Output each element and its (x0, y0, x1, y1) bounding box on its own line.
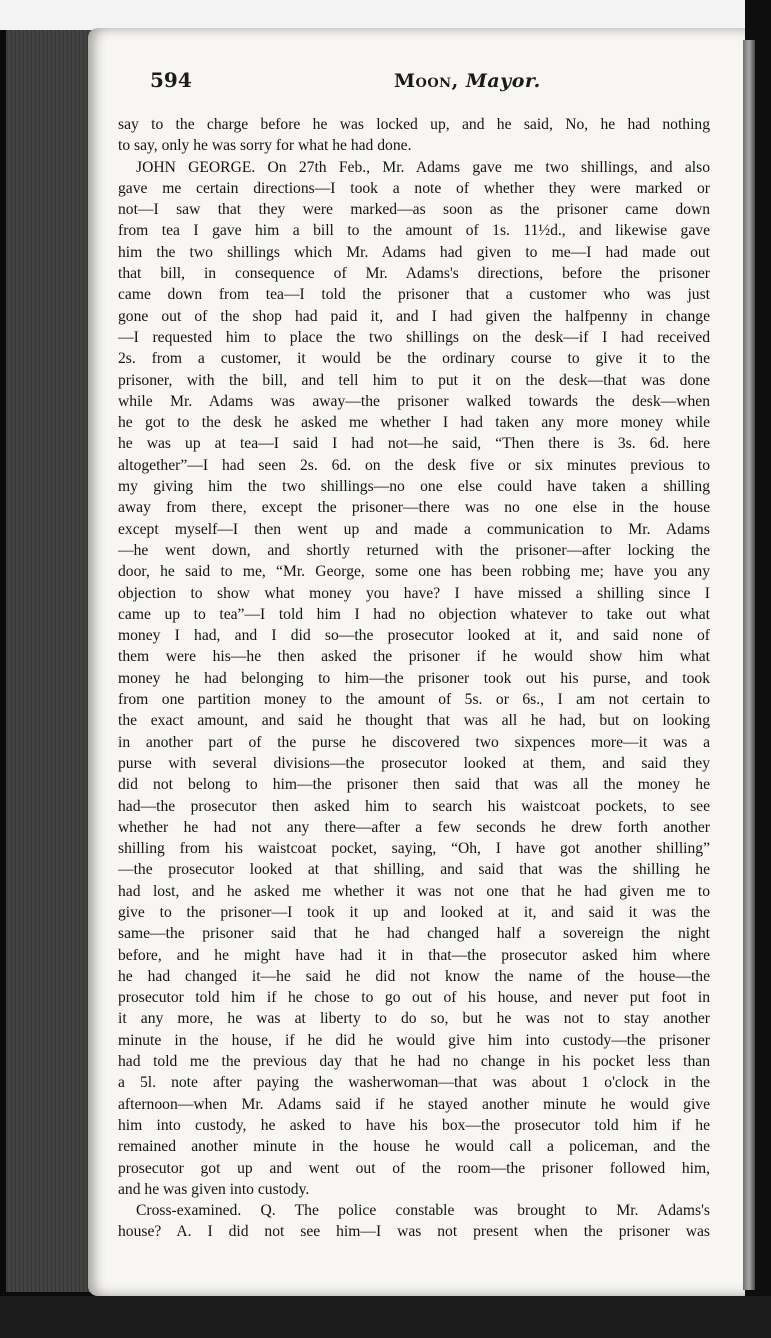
text-line: money I had, and I did so—the prosecutor looked at it, and said none of (118, 627, 710, 645)
text-line: remained another minute in the house he would call a policeman, and the (118, 1138, 710, 1156)
text-line: in another part of the purse he discovered two sixpences more—it was a (118, 733, 710, 751)
text-line: —the prosecutor looked at that shilling, and said that was the shilling he (118, 861, 710, 879)
text-line: door, he said to me, “Mr. George, some one has been robbing me; have you any (118, 563, 710, 581)
text-line: Cross-examined. Q. The police constable was brought to Mr. Adams's (136, 1202, 710, 1220)
text-line: 2s. from a customer, it would be the ordinary course to give it to the (118, 350, 710, 368)
text-line: he had changed it—he said he did not know the name of the house—the (118, 967, 710, 985)
text-line: to say, only he was sorry for what he had done. (118, 137, 412, 155)
running-head (394, 70, 541, 92)
text-line: and he was given into custody. (118, 1180, 310, 1198)
text-line: house? A. I did not see him—I was not present when the prisoner was (118, 1223, 710, 1241)
page-header (150, 68, 710, 98)
text-line: a 5l. note after paying the washerwoman—that was about 1 o'clock in the (118, 1074, 710, 1092)
text-line: them were his—he then asked the prisoner if he would show him what (118, 648, 710, 666)
scan-top-margin (0, 0, 771, 30)
text-line: the exact amount, and said he thought that was all he had, but on looking (118, 712, 710, 730)
text-line: altogether”—I had seen 2s. 6d. on the desk five or six minutes previous to (118, 456, 710, 474)
page-number: 594 (150, 68, 192, 92)
text-line: while Mr. Adams was away—the prisoner walked towards the desk—when (118, 392, 710, 410)
book-right-edge (743, 40, 755, 1290)
text-line: him into custody, he asked to have his box—the prosecutor told him if he (118, 1116, 710, 1134)
text-line: JOHN GEORGE. On 27th Feb., Mr. Adams gave me two shillings, and also (136, 158, 710, 176)
scan-bottom-margin (0, 1296, 771, 1338)
text-line: prisoner, with the bill, and tell him to put it on the desk—that was done (118, 371, 710, 389)
text-line: except myself—I then went up and made a communication to Mr. Adams (118, 520, 710, 538)
text-line: that bill, in consequence of Mr. Adams's directions, before the prisoner (118, 265, 710, 283)
text-line: objection to show what money you have? I have missed a shilling since I (118, 584, 710, 602)
text-line: give to the prisoner—I took it up and looked at it, and said it was the (118, 903, 710, 921)
text-line: him the two shillings which Mr. Adams had given to me—I had made out (118, 243, 710, 261)
text-line: had—the prosecutor then asked him to search his waistcoat pockets, to see (118, 797, 710, 815)
text-line: he got to the desk he asked me whether I had taken any more money while (118, 414, 710, 432)
text-line: —I requested him to place the two shillings on the desk—if I had received (118, 328, 710, 346)
text-line: came up to tea”—I told him I had no objection whatever to take out what (118, 605, 710, 623)
text-line: same—the prisoner said that he had changed half a sovereign the night (118, 925, 710, 943)
text-line: not—I saw that they were marked—as soon as the prisoner came down (118, 201, 710, 219)
text-line: before, and he might have had it in that—the prosecutor asked him where (118, 946, 710, 964)
text-line: from tea I gave him a bill to the amount of 1s. 11½d., and likewise gave (118, 222, 710, 240)
text-line: from one partition money to the amount of 5s. or 6s., I am not certain to (118, 691, 710, 709)
page-body-text (118, 114, 710, 1243)
text-line: away from there, except the prisoner—there was no one else in the house (118, 499, 710, 517)
text-line: gave me certain directions—I took a note of whether they were marked or (118, 179, 710, 197)
running-head-name: Moon, (394, 70, 459, 92)
text-line: shilling from his waistcoat pocket, saying, “Oh, I have got another shilling” (118, 840, 710, 858)
text-line: came down from tea—I told the prisoner that a customer who was just (118, 286, 710, 304)
text-line: whether he had not any there—after a few seconds he drew forth another (118, 818, 710, 836)
text-line: my giving him the two shillings—no one else could have taken a shilling (118, 478, 710, 496)
text-line: afternoon—when Mr. Adams said if he stayed another minute he would give (118, 1095, 710, 1113)
text-line: had told me the previous day that he had no change in his pocket less than (118, 1053, 710, 1071)
book-page-edges (6, 30, 94, 1292)
text-line: minute in the house, if he did he would give him into custody—the prisoner (118, 1031, 710, 1049)
text-line: gone out of the shop had paid it, and I had given the halfpenny in change (118, 307, 710, 325)
text-line: he was up at tea—I said I had not—he said, “Then there is 3s. 6d. here (118, 435, 710, 453)
text-line: say to the charge before he was locked up, and he said, No, he had nothing (118, 116, 710, 133)
text-line: money he had belonging to him—the prisoner took out his purse, and took (118, 669, 710, 687)
text-line: —he went down, and shortly returned with the prisoner—after locking the (118, 541, 710, 559)
text-line: it any more, he was at liberty to do so, but he was not to stay another (118, 1010, 710, 1028)
text-line: purse with several divisions—the prosecutor looked at them, and said they (118, 754, 710, 772)
text-line: had lost, and he asked me whether it was not one that he had given me to (118, 882, 710, 900)
running-head-title: Mayor. (465, 70, 541, 92)
text-line: prosecutor got up and went out of the room—the prisoner followed him, (118, 1159, 710, 1177)
text-line: did not belong to him—the prisoner then said that was all the money he (118, 776, 710, 794)
text-line: prosecutor told him if he chose to go out of his house, and never put foot in (118, 989, 710, 1007)
